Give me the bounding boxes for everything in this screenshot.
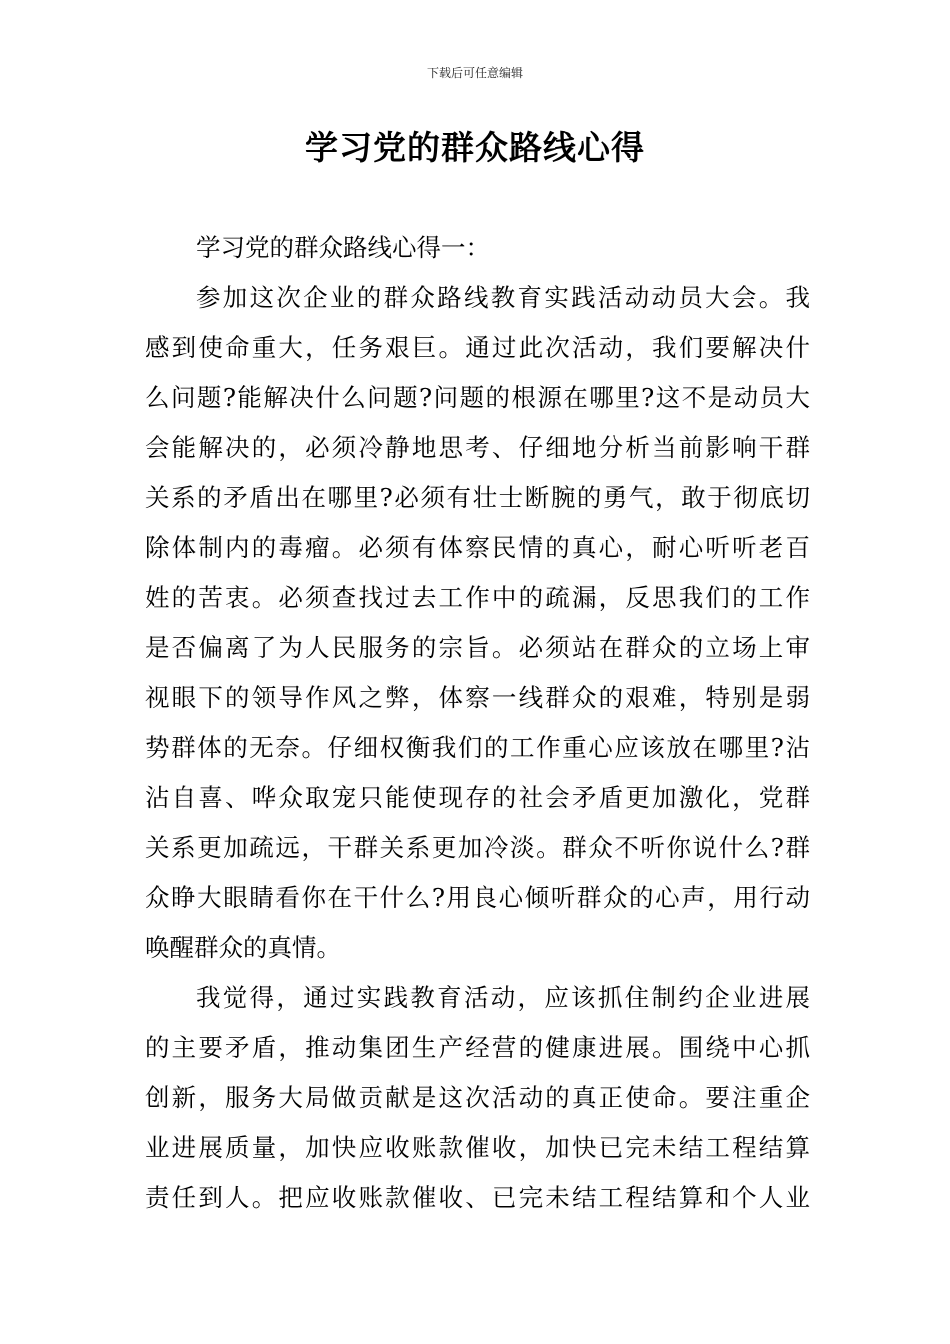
paragraph-line: 会能解决的，必须冷静地思考、仔细地分析当前影响干群 xyxy=(145,433,810,462)
paragraph-line: 姓的苦衷。必须查找过去工作中的疏漏，反思我们的工作 xyxy=(145,583,810,612)
paragraph-line: 关系的矛盾出在哪里?必须有壮士断腕的勇气，敢于彻底切 xyxy=(145,483,810,512)
paragraph-line: 创新，服务大局做贡献是这次活动的真正使命。要注重企 xyxy=(145,1083,810,1112)
paragraph-line: 我觉得，通过实践教育活动，应该抓住制约企业进展 xyxy=(196,983,810,1012)
paragraph-line: 的主要矛盾，推动集团生产经营的健康进展。围绕中心抓 xyxy=(145,1033,810,1062)
paragraph-line: 除体制内的毒瘤。必须有体察民情的真心，耐心听听老百 xyxy=(145,533,810,562)
paragraph-line: 视眼下的领导作风之弊，体察一线群众的艰难，特别是弱 xyxy=(145,683,810,712)
paragraph-line: 是否偏离了为人民服务的宗旨。必须站在群众的立场上审 xyxy=(145,633,810,662)
section-heading: 学习党的群众路线心得一： xyxy=(196,233,490,262)
document-title: 学习党的群众路线心得 xyxy=(305,128,645,167)
paragraph-line: 势群体的无奈。仔细权衡我们的工作重心应该放在哪里?沾 xyxy=(145,733,810,762)
paragraph-line: 参加这次企业的群众路线教育实践活动动员大会。我 xyxy=(196,283,810,312)
paragraph-line: 沾自喜、哗众取宠只能使现存的社会矛盾更加激化，党群 xyxy=(145,783,810,812)
paragraph-line: 么问题?能解决什么问题?问题的根源在哪里?这不是动员大 xyxy=(145,383,810,412)
paragraph-line: 关系更加疏远，干群关系更加冷淡。群众不听你说什么?群 xyxy=(145,833,810,862)
paragraph-line: 唤醒群众的真情。 xyxy=(145,933,341,962)
paragraph-line: 责任到人。把应收账款催收、已完未结工程结算和个人业 xyxy=(145,1183,810,1212)
paragraph-line: 众睁大眼睛看你在干什么?用良心倾听群众的心声，用行动 xyxy=(145,883,810,912)
document-body xyxy=(145,223,810,1223)
paragraph-line: 感到使命重大，任务艰巨。通过此次活动，我们要解决什 xyxy=(145,333,810,362)
paragraph-line: 业进展质量，加快应收账款催收，加快已完未结工程结算 xyxy=(145,1133,810,1162)
page-header-note: 下载后可任意编辑 xyxy=(426,66,523,80)
